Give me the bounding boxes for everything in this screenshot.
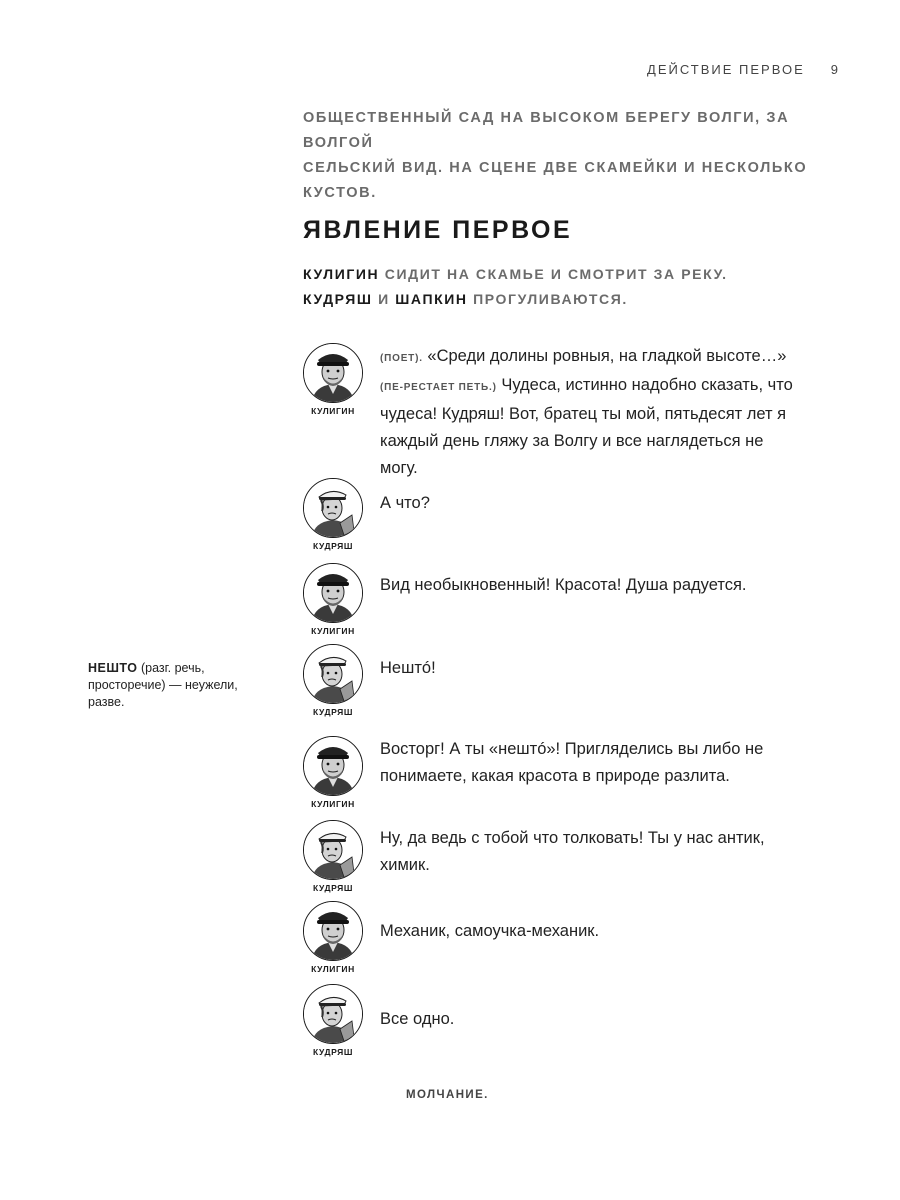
- speech-text: Вид необыкновенный! Красота! Душа радуется.: [380, 576, 747, 594]
- scene-description-line: СЕЛЬСКИЙ ВИД. НА СЦЕНЕ ДВЕ СКАМЕЙКИ И НЕСКОЛЬКО КУСТОВ.: [303, 160, 808, 201]
- kuligin-portrait-icon: [303, 343, 363, 403]
- speaker-badge: [303, 736, 363, 809]
- dialogue-line: [303, 563, 823, 635]
- speech-text: Механик, самоучка-механик.: [380, 922, 600, 940]
- speaker-name: КУДРЯШ: [312, 541, 354, 551]
- character-name: КУДРЯШ: [303, 291, 373, 307]
- section-title: ДЕЙСТВИЕ ПЕРВОЕ: [647, 62, 805, 77]
- character-name: КУЛИГИН: [303, 266, 380, 282]
- kudryash-portrait-icon: [303, 478, 363, 538]
- speaker-name: КУЛИГИН: [311, 406, 355, 416]
- speaker-name: КУДРЯШ: [312, 883, 354, 893]
- running-head: [600, 62, 840, 77]
- kuligin-portrait-icon: [303, 901, 363, 961]
- margin-gloss: [88, 660, 268, 711]
- speech-text: Все одно.: [380, 1010, 455, 1028]
- speaker-badge: [303, 478, 363, 551]
- speaker-badge: [303, 563, 363, 636]
- speaker-name: КУДРЯШ: [312, 1047, 354, 1057]
- speech-text: Нештó!: [380, 659, 436, 677]
- speaker-name: КУДРЯШ: [312, 707, 354, 717]
- speaker-badge: [303, 984, 363, 1057]
- scene-description: [303, 106, 843, 206]
- character-name: ШАПКИН: [395, 291, 468, 307]
- dialogue-line: [303, 478, 823, 550]
- gloss-definition: (разг. речь, просторечие) — неужели, разве.: [88, 661, 238, 709]
- appearance-heading: ЯВЛЕНИЕ ПЕРВОЕ: [303, 216, 573, 244]
- speech-text: А что?: [380, 494, 430, 512]
- kudryash-portrait-icon: [303, 820, 363, 880]
- stage-direction-text: СИДИТ НА СКАМЬЕ И СМОТРИТ ЗА РЕКУ.: [384, 266, 728, 282]
- dialogue-line: [303, 901, 823, 973]
- speaker-badge: [303, 820, 363, 893]
- speaker-name: КУЛИГИН: [311, 799, 355, 809]
- stage-direction-text: ПРОГУЛИВАЮТСЯ.: [473, 291, 628, 307]
- speech-text: Ну, да ведь с тобой что толковать! Ты у нас антик, химик.: [380, 829, 765, 874]
- kudryash-portrait-icon: [303, 984, 363, 1044]
- speaker-name: КУЛИГИН: [311, 964, 355, 974]
- speech-fragment: «Среди долины ровныя, на гладкой высоте…»: [427, 347, 787, 365]
- speaker-badge: [303, 343, 363, 416]
- speaker-badge: [303, 644, 363, 717]
- speech-text: Восторг! А ты «нештó»! Пригляделись вы либо не понимаете, какая красота в природе разлита.: [380, 740, 764, 785]
- dialogue-line: [303, 343, 823, 477]
- speech-fragment: Чудеса, истинно надобно сказать, что чудеса! Кудряш! Вот, братец ты мой, пятьдесят лет я каждый день гляжу за Волгу и все наглядеться не могу.: [380, 376, 793, 477]
- stage-note: (ПЕ-РЕСТАЕТ ПЕТЬ.): [380, 382, 497, 393]
- speaker-name: КУЛИГИН: [311, 626, 355, 636]
- speaker-badge: [303, 901, 363, 974]
- dialogue-line: [303, 644, 823, 716]
- gloss-term: НЕШТО: [88, 661, 138, 675]
- kudryash-portrait-icon: [303, 644, 363, 704]
- stage-direction: [303, 262, 823, 312]
- kuligin-portrait-icon: [303, 563, 363, 623]
- kuligin-portrait-icon: [303, 736, 363, 796]
- speech-text: [380, 343, 805, 482]
- closing-direction: МОЛЧАНИЕ.: [406, 1089, 489, 1101]
- dialogue-line: [303, 984, 823, 1056]
- stage-direction-conjunction: И: [378, 291, 390, 307]
- stage-note: (ПОЕТ).: [380, 353, 423, 364]
- dialogue-line: [303, 820, 823, 892]
- page-number: 9: [830, 62, 840, 77]
- dialogue-line: [303, 736, 823, 808]
- scene-description-line: ОБЩЕСТВЕННЫЙ САД НА ВЫСОКОМ БЕРЕГУ ВОЛГИ, ЗА ВОЛГОЙ: [303, 110, 790, 151]
